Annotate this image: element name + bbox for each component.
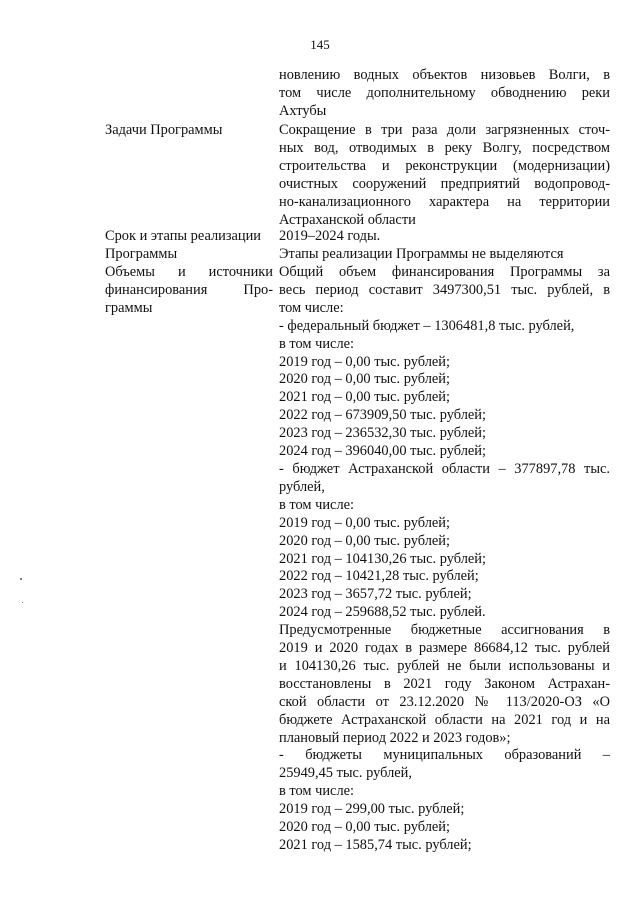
label-line: Задачи Программы [105, 122, 223, 138]
text-line: том числе дополнительному обводнению реки [279, 84, 610, 101]
funding-text [279, 264, 610, 855]
tasks-text [279, 122, 610, 229]
text-line: 2021 год – 104130,26 тыс. рублей; [279, 550, 486, 567]
scan-speck [22, 602, 23, 603]
text-line: ных вод, отводимых в реку Волгу, посредством [279, 139, 610, 156]
terms-label [105, 228, 273, 264]
text-line: бюджете Астраханской области на 2021 год и на [279, 711, 610, 728]
label-line: финансирования Про- [105, 281, 273, 298]
text-line: рублей, [279, 478, 325, 495]
tasks-label [105, 122, 273, 140]
text-line: 2021 год – 0,00 тыс. рублей; [279, 389, 450, 406]
text-line: восстановлены в 2021 году Законом Астрахан- [279, 675, 610, 692]
text-line: 2019–2024 годы. [279, 228, 381, 244]
funding-label [105, 264, 273, 318]
text-line: - бюджет Астраханской области – 377897,78 тыс. [279, 460, 610, 477]
text-line: том числе: [279, 299, 344, 316]
text-line: 2024 год – 259688,52 тыс. рублей. [279, 604, 486, 621]
text-line: 2020 год – 0,00 тыс. рублей; [279, 532, 450, 549]
label-line: Срок и этапы реализации [105, 228, 262, 244]
terms-text [279, 228, 610, 264]
label-line: Программы [105, 245, 178, 262]
text-line: в том числе: [279, 335, 355, 352]
text-line: 2019 год – 0,00 тыс. рублей; [279, 353, 450, 370]
text-line: в том числе: [279, 496, 355, 513]
text-line: но-канализационного характера на территории [279, 193, 610, 210]
text-line: 2021 год – 1585,74 тыс. рублей; [279, 837, 472, 853]
text-line: ской области от 23.12.2020 № 113/2020-ОЗ «О [279, 693, 610, 710]
text-line: очистных сооружений предприятий водопровод- [279, 175, 610, 192]
scan-speck [20, 578, 22, 580]
text-line: в том числе: [279, 783, 355, 800]
text-line: 2023 год – 3657,72 тыс. рублей; [279, 586, 472, 603]
text-line: 2019 и 2020 годах в размере 86684,12 тыс. рублей [279, 640, 610, 657]
text-line: Этапы реализации Программы не выделяются [279, 245, 564, 262]
text-line: 2024 год – 396040,00 тыс. рублей; [279, 443, 486, 460]
text-line: 2019 год – 0,00 тыс. рублей; [279, 514, 450, 531]
text-line: 2022 год – 10421,28 тыс. рублей; [279, 568, 479, 585]
text-line: 2019 год – 299,00 тыс. рублей; [279, 801, 465, 818]
text-line: 25949,45 тыс. рублей, [279, 765, 412, 782]
text-line: Общий объем финансирования Программы за [279, 264, 610, 280]
text-line: плановый период 2022 и 2023 годов»; [279, 729, 511, 746]
text-line: 2023 год – 236532,30 тыс. рублей; [279, 425, 486, 442]
text-line: и 104130,26 тыс. рублей не были использованы и [279, 657, 610, 674]
text-line: 2020 год – 0,00 тыс. рублей; [279, 371, 450, 388]
text-line: строительства и реконструкции (модернизации) [279, 157, 610, 174]
text-line: Сокращение в три раза доли загрязненных сточ- [279, 122, 610, 138]
label-line: Объемы и источники [105, 264, 273, 280]
text-line: Предусмотренные бюджетные ассигнования в [279, 622, 610, 639]
text-line: 2020 год – 0,00 тыс. рублей; [279, 819, 450, 836]
text-line: новлению водных объектов низовьев Волги, в [279, 67, 610, 83]
text-line: Ахтубы [279, 102, 327, 119]
text-line: 2022 год – 673909,50 тыс. рублей; [279, 407, 486, 424]
intro-text [279, 67, 610, 121]
text-line: - бюджеты муниципальных образований – [279, 747, 610, 764]
page-number: 145 [310, 37, 330, 52]
text-line: весь период составит 3497300,51 тыс. рублей, в [279, 281, 610, 298]
text-line: - федеральный бюджет – 1306481,8 тыс. рублей, [279, 317, 575, 334]
text-line: Астраханской области [279, 211, 416, 228]
label-line: граммы [105, 299, 153, 316]
